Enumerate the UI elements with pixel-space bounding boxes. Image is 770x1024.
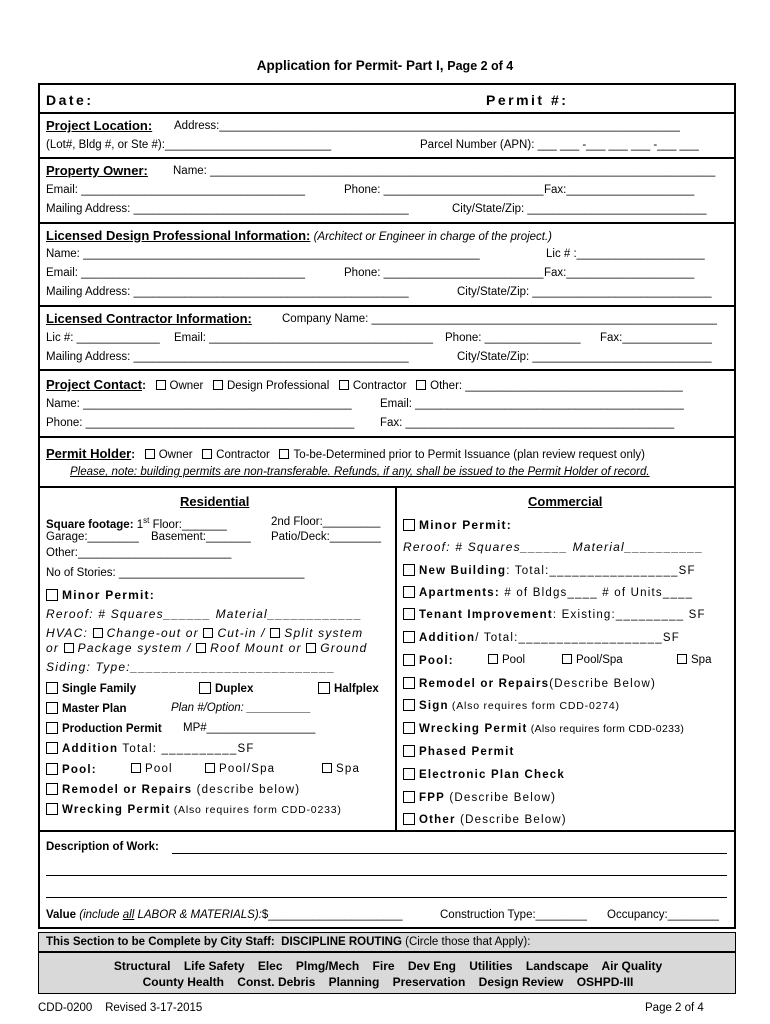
date-label: Date: (46, 92, 94, 108)
value-amount-field[interactable]: $_____________________ (261, 909, 403, 921)
com-reroof-field[interactable]: Reroof: # Squares______ Material__________ (403, 540, 704, 554)
permit-holder-note: Please, note: building permits are non-transferable. Refunds, if any, shall be issued to the Permit Holder of record. (70, 466, 650, 478)
com-minor-checkbox[interactable] (403, 519, 415, 531)
owner-fax-field[interactable]: Fax:____________________ (544, 184, 695, 196)
res-remodel-option[interactable]: Remodel or Repairs (describe below) (46, 783, 300, 796)
holder-tbd-checkbox[interactable] (279, 449, 289, 459)
hvac-split-checkbox[interactable] (270, 628, 280, 638)
description-line[interactable] (172, 853, 727, 854)
other-checkbox[interactable] (403, 813, 415, 825)
first-floor-field[interactable]: Floor:_______ (149, 518, 227, 531)
contractor-mailing-field[interactable]: Mailing Address: ___________________________________________ (46, 351, 409, 363)
com-wrecking-checkbox[interactable] (403, 722, 415, 734)
res-hvac-row2: or Package system / Roof Mount or Ground (46, 641, 368, 655)
divider (38, 369, 736, 371)
contact-name-field[interactable]: Name: __________________________________________ (46, 398, 352, 410)
footer-page: Page 2 of 4 (645, 1002, 704, 1014)
form-id: CDD-0200 Revised 3-17-2015 (38, 1002, 203, 1014)
com-addition-option[interactable]: Addition/ Total:___________________SF (403, 631, 680, 644)
new-building-option[interactable]: New Building: Total:_________________SF (403, 564, 696, 577)
divider (38, 305, 736, 307)
project-contact-heading: Project Contact (46, 377, 143, 392)
designer-name-field[interactable]: Name: ______________________________________________________________ (46, 248, 480, 260)
contact-phone-field[interactable]: Phone: __________________________________________ (46, 417, 355, 429)
fpp-checkbox[interactable] (403, 791, 415, 803)
designer-fax-field[interactable]: Fax:____________________ (544, 267, 695, 279)
owner-email-field[interactable]: Email: ___________________________________ (46, 184, 305, 196)
apartments-checkbox[interactable] (403, 586, 415, 598)
com-spa-option[interactable]: Spa (677, 654, 711, 666)
res-pool-option[interactable]: Pool (131, 763, 173, 775)
project-contact-row: Project Contact: Owner Design Professional Contractor Other: __________________________________ (46, 377, 683, 392)
contact-owner-checkbox[interactable] (156, 380, 166, 390)
description-label: Description of Work: (46, 841, 159, 853)
holder-owner-checkbox[interactable] (145, 449, 155, 459)
contractor-city-field[interactable]: City/State/Zip: ____________________________ (457, 351, 712, 363)
com-pool-option[interactable]: Pool (488, 654, 525, 666)
res-addition-total-field[interactable]: Total: __________SF (122, 743, 255, 755)
permit-holder-row: Permit Holder: Owner Contractor To-be-Determined prior to Permit Issuance (plan review request only) (46, 446, 645, 461)
halfplex-option[interactable]: Halfplex (318, 682, 379, 695)
routing-row-2[interactable]: County Health Const. Debris Planning Preservation Design Review OSHPD-III (142, 975, 634, 989)
res-minor-checkbox[interactable] (46, 589, 58, 601)
patio-field[interactable]: Patio/Deck:________ (271, 531, 381, 543)
fpp-option[interactable]: FPP (Describe Below) (403, 791, 556, 804)
parcel-field[interactable]: Parcel Number (APN): ___ ___ -___ ___ ___ -___ ___ (420, 139, 699, 151)
page-indicator: Page 2 of 4 (447, 59, 514, 73)
contractor-heading: Licensed Contractor Information: (46, 311, 252, 326)
tenant-improvement-checkbox[interactable] (403, 608, 415, 620)
com-pool-type-poolspa-checkbox[interactable] (562, 654, 572, 664)
res-spa-option[interactable]: Spa (322, 763, 360, 775)
com-pool-type-spa-checkbox[interactable] (677, 654, 687, 664)
contact-contractor-checkbox[interactable] (339, 380, 349, 390)
project-location-heading: Project Location: (46, 118, 153, 133)
res-reroof-field[interactable]: Reroof: # Squares______ Material____________ (46, 607, 363, 621)
master-plan-option[interactable]: Master Plan (46, 702, 127, 715)
com-minor-permit[interactable]: Minor Permit: (403, 518, 512, 532)
stories-field[interactable]: No of Stories: _____________________________ (46, 567, 305, 579)
electronic-plan-check-checkbox[interactable] (403, 768, 415, 780)
com-remodel-option[interactable]: Remodel or Repairs(Describe Below) (403, 677, 656, 690)
residential-heading: Residential (180, 494, 250, 509)
owner-mailing-field[interactable]: Mailing Address: ___________________________________________ (46, 203, 409, 215)
single-family-checkbox[interactable] (46, 682, 58, 694)
designer-phone-field[interactable]: Phone: _________________________ (344, 267, 544, 279)
halfplex-checkbox[interactable] (318, 682, 330, 694)
property-owner-heading: Property Owner: (46, 163, 148, 178)
res-remodel-checkbox[interactable] (46, 783, 58, 795)
owner-name-field[interactable]: Name: _______________________________________________________________________________ (173, 165, 716, 177)
res-wrecking-option[interactable]: Wrecking Permit (Also requires form CDD-0233) (46, 803, 342, 816)
second-floor-field[interactable]: 2nd Floor:_________ (271, 516, 381, 528)
res-siding-field[interactable]: Siding: Type:__________________________ (46, 660, 336, 674)
other-sqft-field[interactable]: Other:________________________ (46, 547, 232, 559)
commercial-heading: Commercial (528, 494, 603, 509)
phased-permit-checkbox[interactable] (403, 745, 415, 757)
owner-city-field[interactable]: City/State/Zip: ____________________________ (452, 203, 707, 215)
designer-mailing-field[interactable]: Mailing Address: ___________________________________________ (46, 286, 409, 298)
permit-number-label: Permit #: (486, 92, 569, 108)
sign-option[interactable]: Sign (Also requires form CDD-0274) (403, 699, 620, 712)
contractor-email-field[interactable]: Email: ___________________________________ (174, 332, 433, 344)
contact-fax-field[interactable]: Fax: __________________________________________ (380, 417, 675, 429)
design-professional-heading-row: Licensed Design Professional Information: (Architect or Engineer in charge of the project.) (46, 228, 553, 243)
res-pool-type-pool-checkbox[interactable] (131, 763, 141, 773)
res-poolspa-option[interactable]: Pool/Spa (205, 763, 275, 775)
com-remodel-checkbox[interactable] (403, 677, 415, 689)
com-pool-type-pool-checkbox[interactable] (488, 654, 498, 664)
duplex-option[interactable]: Duplex (199, 682, 253, 695)
tenant-improvement-option[interactable]: Tenant Improvement: Existing:_________ SF (403, 608, 706, 621)
divider (38, 486, 736, 488)
com-wrecking-option[interactable]: Wrecking Permit (Also requires form CDD-0233) (403, 722, 684, 735)
new-building-checkbox[interactable] (403, 564, 415, 576)
contractor-lic-field[interactable]: Lic #: _____________ (46, 332, 160, 344)
hvac-cutin-checkbox[interactable] (203, 628, 213, 638)
res-pool-checkbox[interactable] (46, 763, 58, 775)
single-family-option[interactable]: Single Family (46, 682, 136, 695)
holder-contractor-checkbox[interactable] (202, 449, 212, 459)
res-addition-checkbox[interactable] (46, 742, 58, 754)
routing-row-1[interactable]: Structural Life Safety Elec Plmg/Mech Fire Dev Eng Utilities Landscape Air Quality (113, 959, 663, 973)
hvac-ground-checkbox[interactable] (306, 643, 316, 653)
com-pool-row: Pool: (403, 654, 454, 667)
hvac-package-checkbox[interactable] (64, 643, 74, 653)
divider (38, 830, 736, 832)
res-minor-permit[interactable]: Minor Permit: (46, 588, 155, 602)
column-divider (395, 487, 397, 830)
hvac-roofmount-checkbox[interactable] (196, 643, 206, 653)
com-pool-checkbox[interactable] (403, 654, 415, 666)
divider (38, 112, 736, 114)
contact-email-field[interactable]: Email: __________________________________________ (380, 398, 684, 410)
electronic-plan-check-option[interactable]: Electronic Plan Check (403, 768, 565, 781)
owner-phone-field[interactable]: Phone: _________________________ (344, 184, 544, 196)
address-field[interactable]: Address:________________________________________________________________________ (174, 120, 680, 132)
designer-lic-field[interactable]: Lic # :____________________ (546, 248, 705, 260)
contractor-company-field[interactable]: Company Name: ______________________________________________________ (282, 313, 717, 325)
production-permit-checkbox[interactable] (46, 722, 58, 734)
plan-option-field[interactable]: Plan #/Option: __________ (171, 702, 312, 714)
occupancy-field[interactable]: Occupancy:________ (607, 909, 719, 921)
mp-field[interactable]: MP#_________________ (183, 722, 316, 734)
designer-email-field[interactable]: Email: ___________________________________ (46, 267, 305, 279)
basement-field[interactable]: Basement:_______ (151, 531, 251, 543)
res-pool-row: Pool: (46, 763, 97, 776)
res-pool-type-spa-checkbox[interactable] (322, 763, 332, 773)
contact-design-checkbox[interactable] (213, 380, 223, 390)
staff-section-label: This Section to be Complete by City Staff: DISCIPLINE ROUTING (Circle those that Apply): (46, 936, 531, 948)
contact-other-checkbox[interactable] (416, 380, 426, 390)
sign-checkbox[interactable] (403, 699, 415, 711)
designer-city-field[interactable]: City/State/Zip: ____________________________ (457, 286, 712, 298)
production-permit-option[interactable]: Production Permit (46, 722, 162, 735)
duplex-checkbox[interactable] (199, 682, 211, 694)
divider (38, 222, 736, 224)
construction-type-field[interactable]: Construction Type:________ (440, 909, 587, 921)
res-pool-type-poolspa-checkbox[interactable] (205, 763, 215, 773)
com-poolspa-option[interactable]: Pool/Spa (562, 654, 623, 666)
contractor-phone-field[interactable]: Phone: _______________ (445, 332, 581, 344)
res-hvac-row1: HVAC: Change-out or Cut-in / Split system (46, 626, 364, 640)
contractor-fax-field[interactable]: Fax:______________ (600, 332, 712, 344)
description-line[interactable] (46, 875, 727, 876)
lot-field[interactable]: (Lot#, Bldg #, or Ste #):__________________________ (46, 139, 332, 151)
divider (38, 157, 736, 159)
phased-permit-option[interactable]: Phased Permit (403, 745, 515, 758)
res-addition-option[interactable]: Addition Total: __________SF (46, 742, 255, 755)
page-title: Application for Permit- Part I, Page 2 of 4 (256, 58, 514, 73)
permit-holder-heading: Permit Holder (46, 446, 132, 461)
discipline-routing-box (38, 952, 736, 994)
res-wrecking-checkbox[interactable] (46, 803, 58, 815)
value-row: Value (include all LABOR & MATERIALS):$_____________________ (46, 909, 403, 921)
description-line[interactable] (46, 897, 727, 898)
hvac-changeout-checkbox[interactable] (93, 628, 103, 638)
master-plan-checkbox[interactable] (46, 702, 58, 714)
divider (38, 436, 736, 438)
apartments-option[interactable]: Apartments: # of Bldgs____ # of Units____ (403, 586, 693, 599)
garage-field[interactable]: Garage:________ (46, 531, 139, 543)
com-addition-checkbox[interactable] (403, 631, 415, 643)
other-option[interactable]: Other (Describe Below) (403, 813, 567, 826)
square-footage-row: Square footage: 1st Floor:_______ (46, 516, 227, 531)
